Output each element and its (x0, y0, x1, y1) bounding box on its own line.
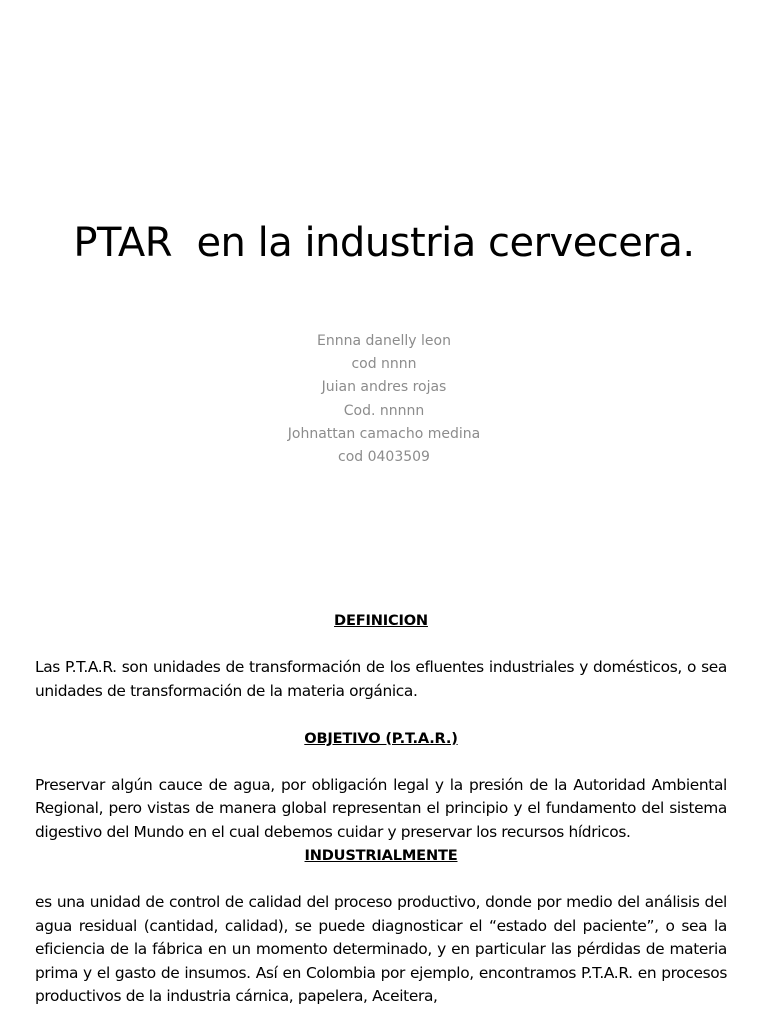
document-body (35, 609, 727, 1009)
author-line: cod nnnn (351, 356, 417, 373)
author-line: Cod. nnnnn (343, 402, 425, 419)
author-line: cod 0403509 (338, 449, 430, 466)
author-line: Ennna danelly leon (317, 333, 451, 349)
section-heading-industrialmente: INDUSTRIALMENTE (304, 847, 458, 864)
spacer (35, 703, 727, 727)
spacer (35, 633, 727, 657)
section-heading-objetivo: OBJETIVO (P.T.A.R.) (304, 729, 458, 747)
paragraph-industrialmente: es una unidad de control de calidad del proceso productivo, donde por medio del análisis del agua residual (cantidad, calidad), se puede diagnosticar el “estado del paciente”, o sea la eficiencia de la fábrica en un momento determinado, y en particular las pérdidas de materia prima y el gasto de insumos. Así en Colombia por ejemplo, encontramos P.T.A.R. en procesos productivos de la industria cárnica, papelera, Aceitera, (35, 893, 727, 1005)
paragraph-definicion: Las P.T.A.R. son unidades de transformación de los efluentes industriales y domésticos, o sea unidades de transformación de la materia orgánica. (35, 658, 727, 700)
author-line: Johnattan camacho medina (287, 425, 481, 442)
page-title: PTAR en la industria cervecera. (73, 220, 695, 266)
spacer (35, 868, 727, 892)
author-line: Juian andres rojas (321, 379, 447, 396)
paragraph-objetivo: Preservar algún cauce de agua, por obligación legal y la presión de la Autoridad Ambiental Regional, pero vistas de manera global representan el principio y el fundamento del sistema digestivo del Mundo en el cual debemos cuidar y preservar los recursos hídricos. (35, 775, 727, 841)
author-list (0, 330, 768, 469)
section-heading-definicion: DEFINICION (334, 612, 428, 629)
spacer (35, 750, 727, 774)
